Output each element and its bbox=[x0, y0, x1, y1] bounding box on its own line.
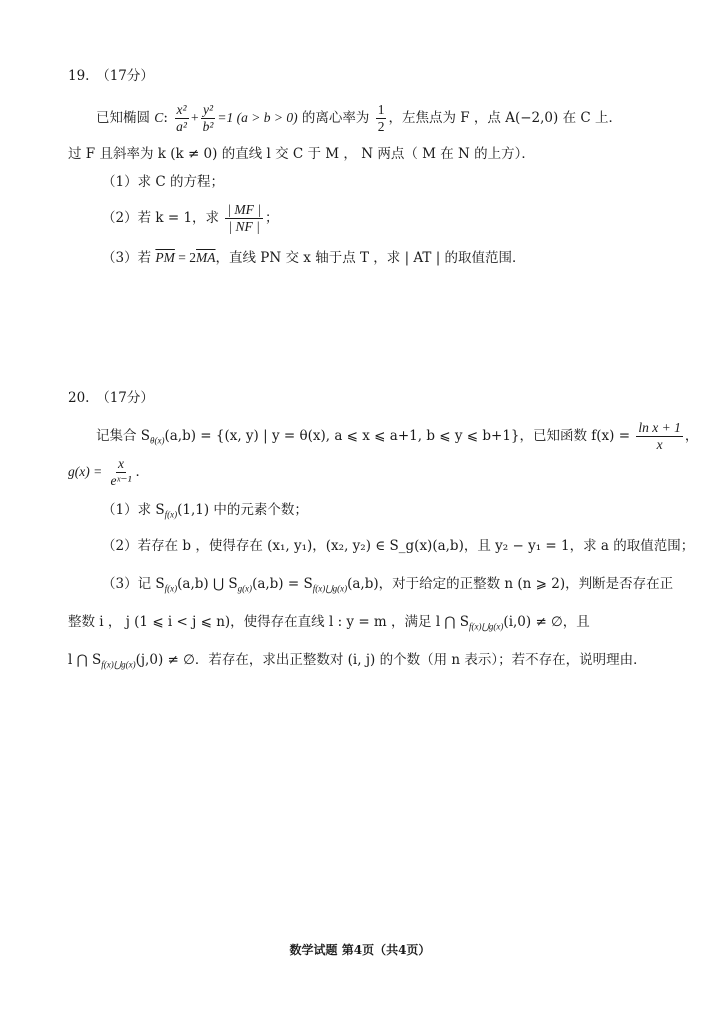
q19-part3-text: ，直线 PN 交 x 轴于点 T ，求 | AT | 的取值范围． bbox=[215, 250, 526, 266]
q20-p3-sub1: f(x) bbox=[164, 583, 178, 594]
q20-set-subscript: θ(x) bbox=[150, 435, 165, 446]
q20-part1-b: (1,1) 中的元素个数； bbox=[177, 502, 308, 518]
q19-part2-end: ； bbox=[265, 210, 279, 226]
q19-part2-num: | MF | bbox=[227, 202, 262, 217]
q19-vector-pm: $\overline{PM}$ bbox=[155, 250, 175, 265]
q19-frac-x bbox=[174, 102, 189, 135]
q19-part2-text: （2）若 k = 1，求 bbox=[102, 210, 220, 226]
q20-set-definition: (a,b) = {(x, y) | y = θ(x), a ⩽ x ⩽ a+1, b ⩽ y ⩽ b+1}，已知函数 f(x) = bbox=[164, 428, 631, 444]
q20-p3-f-sub: f(x)⋃g(x) bbox=[101, 659, 136, 670]
q20-p3-c: (a,b) = S bbox=[252, 576, 313, 592]
q19-part3 bbox=[102, 248, 526, 268]
q20-p3-f-b: (j,0) ≠ ∅．若存在，求出正整数对 (i, j) 的个数（用 n 表示）；若不存在，说明理由． bbox=[135, 652, 647, 668]
q20-part3-line3 bbox=[68, 650, 647, 670]
q20-p3-e-b: (i,0) ≠ ∅，且 bbox=[503, 614, 590, 630]
q19-part2-den: | NF | bbox=[228, 219, 260, 234]
q19-part1: （1）求 C 的方程； bbox=[102, 174, 225, 190]
q20-g-label: g(x) = bbox=[68, 464, 103, 479]
q19-text-intro: 已知椭圆 bbox=[96, 110, 150, 126]
q20-p3-a: （3）记 S bbox=[102, 576, 165, 592]
q20-p3-e-a: 整数 i ， j (1 ⩽ i < j ⩽ n)，使得存在直线 l : y = m ，满足 l ⋂ S bbox=[68, 614, 470, 630]
q19-frac-y-den: b² bbox=[202, 119, 214, 134]
q19-frac-y-num: y² bbox=[202, 102, 214, 117]
q19-vector-ma: $\overline{MA}$ bbox=[196, 250, 216, 265]
q19-half-den: 2 bbox=[377, 119, 385, 134]
q20-part3-line2 bbox=[68, 612, 590, 632]
q19-stem-line2: 过 F 且斜率为 k (k ≠ 0) 的直线 l 交 C 于 M ， N 两点（ M 在 N 的上方）． bbox=[68, 146, 535, 162]
q20-p3-b: (a,b) ⋃ S bbox=[177, 576, 238, 592]
q20-p3-f-a: l ⋂ S bbox=[68, 652, 102, 668]
q20-stem-line2 bbox=[68, 454, 149, 490]
q19-colon: : bbox=[163, 110, 168, 126]
q19-frac-x-num: x² bbox=[176, 102, 187, 117]
q20-g-den: eˣ⁻¹ bbox=[110, 473, 132, 488]
q20-stem-line1 bbox=[96, 418, 698, 454]
q19-stem-line1 bbox=[96, 100, 622, 136]
q19-ellipse-name: C bbox=[154, 110, 164, 125]
q20-p3-sub2: g(x) bbox=[237, 583, 253, 594]
q19-header: 19. （17分） bbox=[68, 68, 154, 84]
q19-equation-tail: =1 (a > b > 0) bbox=[217, 110, 298, 125]
q19-part2 bbox=[102, 200, 279, 236]
page-footer: 数学试题 第4页（共4页） bbox=[289, 943, 431, 957]
q20-p3-d: (a,b)，对于给定的正整数 n (n ⩾ 2)，判断是否存在正 bbox=[347, 576, 674, 592]
q19-frac-half bbox=[376, 102, 387, 135]
q20-g-frac bbox=[109, 456, 134, 489]
q19-plus: + bbox=[190, 110, 199, 125]
q20-part3-line1 bbox=[102, 574, 673, 594]
q20-part2: （2）若存在 b ，使得存在 (x₁, y₁)，(x₂, y₂) ∈ S_g(x)(a,b)，且 y₂ − y₁ = 1，求 a 的取值范围； bbox=[102, 538, 695, 554]
q20-g-num: x bbox=[118, 456, 124, 471]
q20-header: 20. （17分） bbox=[68, 390, 154, 406]
q19-frac-y bbox=[201, 102, 216, 135]
q19-text-focus: ，左焦点为 F ，点 A(−2,0) 在 C 上． bbox=[388, 110, 622, 126]
q20-part1 bbox=[102, 500, 308, 520]
q19-half-num: 1 bbox=[377, 102, 385, 117]
q19-frac-x-den: a² bbox=[176, 119, 187, 134]
q20-p3-sub3: f(x)⋃g(x) bbox=[312, 583, 348, 594]
q19-part3-eq: = 2 bbox=[174, 250, 197, 265]
q20-g-end: ． bbox=[135, 464, 149, 480]
q20-set-intro: 记集合 S bbox=[96, 428, 151, 444]
q20-f-num: ln x + 1 bbox=[638, 420, 681, 435]
q20-f-frac bbox=[636, 420, 682, 453]
q19-part2-frac bbox=[225, 202, 263, 235]
q19-text-ecc: 的离心率为 bbox=[301, 110, 370, 126]
q20-part1-sub: f(x) bbox=[164, 509, 178, 520]
q19-part3-if: （3）若 bbox=[102, 250, 156, 266]
q20-p3-e-sub: f(x)⋃g(x) bbox=[469, 621, 504, 632]
q20-part1-a: （1）求 S bbox=[102, 502, 165, 518]
q20-comma: ， bbox=[684, 428, 699, 444]
q20-f-den: x bbox=[656, 437, 663, 452]
